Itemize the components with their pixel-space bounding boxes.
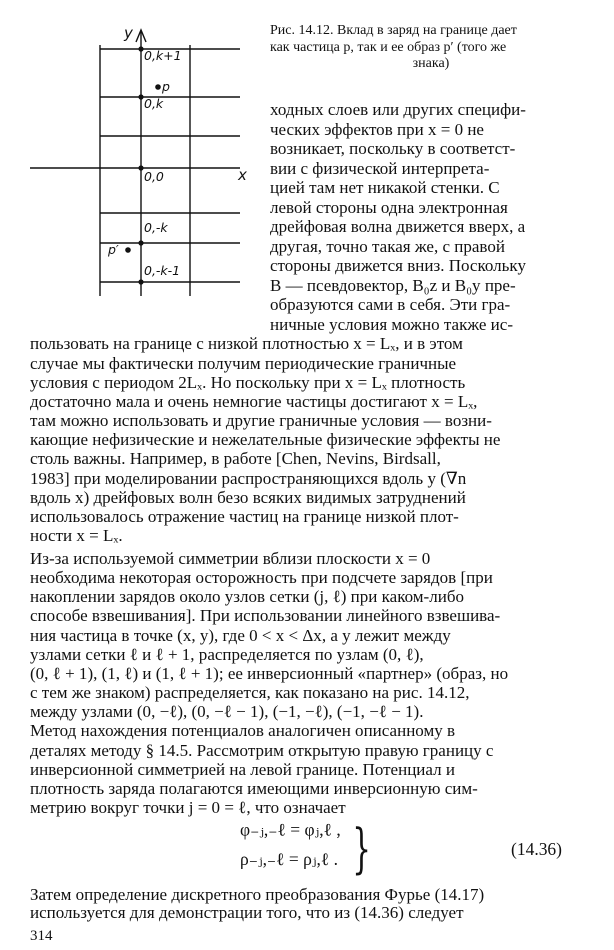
- equation-14-36: [240, 817, 562, 894]
- text-line: там можно использовать и другие граничные условия — возни-: [30, 411, 492, 431]
- image-label: p′: [108, 242, 119, 257]
- text-line: ности x = Lₓ.: [30, 526, 123, 546]
- equation-line: ρ₋ⱼ,₋ℓ = ρⱼ,ℓ .: [240, 850, 338, 870]
- text-line: цией там нет никакой стенки. С: [270, 178, 500, 198]
- particle-image-marker: [125, 247, 131, 253]
- text-line: плотность заряда полагаются имеющими инверсионную сим-: [30, 779, 478, 799]
- text-line: ничные условия можно также ис-: [270, 314, 513, 334]
- text-line: способе взвешивания]. При использовании линейного взвешива-: [30, 606, 501, 626]
- text-line: ходных слоев или других специфи-: [270, 100, 526, 119]
- text-line: ния частица в точке (x, y), где 0 < x < Δx, а y лежит между: [30, 625, 451, 645]
- text-line: ческих эффектов при x = 0 не: [270, 119, 484, 139]
- text-line: Из-за используемой симметрии вблизи плоскости x = 0: [30, 548, 431, 568]
- text-line: B — псевдовектор, B₀z и B₀y пре-: [270, 275, 516, 295]
- node-marker: [138, 165, 143, 170]
- caption-line: знака): [412, 56, 450, 71]
- text-line: используется для демонстрации того, что из (14.36) следует: [30, 903, 464, 923]
- text-line: с тем же знаком) распределяется, как показано на рис. 14.12,: [30, 683, 470, 703]
- text-line: между узлами (0, −ℓ), (0, −ℓ − 1), (−1, −ℓ), (−1, −ℓ − 1).: [30, 702, 424, 722]
- text-line: другая, точно такая же, с правой: [270, 236, 505, 256]
- axis-y-label: y: [124, 24, 133, 42]
- text-line: случае мы фактически получим периодические граничные: [30, 353, 457, 373]
- right-brace-icon: }: [352, 817, 371, 880]
- text-line: дрейфовая волна движется вверх, а: [270, 217, 526, 237]
- equation-line: φ₋ⱼ,₋ℓ = φⱼ,ℓ ,: [240, 820, 341, 841]
- text-line: кающие нефизические и нежелательные физические эффекты не: [30, 430, 501, 450]
- equation-number: (14.36): [511, 840, 562, 860]
- text-line: стороны движется вниз. Поскольку: [270, 256, 526, 276]
- text-line: (0, ℓ + 1), (1, ℓ) и (1, ℓ + 1); ее инверсионный «партнер» (образ, но: [30, 663, 509, 683]
- text-line: достаточно мала и очень немногие частицы достигают x = Lₓ,: [30, 391, 478, 411]
- text-line: левой стороны одна электронная: [270, 197, 508, 217]
- page-number: 314: [30, 928, 53, 945]
- text-line: Затем определение дискретного преобразования Фурье (14.17): [30, 884, 485, 904]
- node-label-minus-k: 0,-k: [144, 220, 168, 235]
- figure-caption: [270, 23, 592, 73]
- text-line: необходима некоторая осторожность при подсчете зарядов [при: [30, 568, 493, 588]
- axis-x-label: x: [238, 166, 247, 184]
- text-line: 1983] при моделировании распространяющихся вдоль y (∇n: [30, 468, 467, 488]
- caption-line: Рис. 14.12. Вклад в заряд на границе дает: [270, 23, 517, 38]
- text-line: условия с периодом 2Lₓ. Но поскольку при x = Lₓ плотность: [30, 372, 466, 392]
- text-line: использовалось отражение частиц на границе низкой плот-: [30, 506, 459, 526]
- text-line: накоплении зарядов около узлов сетки (j, ℓ) при каком-либо: [30, 587, 464, 607]
- caption-line: как частица p, так и ее образ p′ (того же: [270, 39, 507, 55]
- node-label-k: 0,k: [144, 96, 164, 111]
- text-line: столь важны. Например, в работе [Chen, Nevins, Birdsall,: [30, 449, 441, 469]
- text-line: образуются сами в себя. Эти гра-: [270, 295, 511, 315]
- text-line: вии с физической интерпрета-: [270, 158, 490, 178]
- text-line: возникает, поскольку в соответст-: [270, 139, 516, 159]
- figure-14-12: [0, 0, 260, 300]
- node-label-minus-k-minus-1: 0,-k-1: [144, 263, 181, 278]
- node-marker: [138, 240, 143, 245]
- particle-p-marker: [155, 84, 161, 90]
- particle-label: p: [162, 79, 170, 94]
- node-marker: [138, 94, 143, 99]
- text-line: узлами сетки ℓ и ℓ + 1, распределяется по узлам (0, ℓ),: [30, 644, 424, 664]
- node-marker: [138, 46, 143, 51]
- node-label-k-plus-1: 0,k+1: [144, 48, 182, 63]
- text-line: инверсионной симметрией на левой границе. Потенциал и: [30, 759, 455, 779]
- text-line: вдоль x) дрейфовых волн безо всяких видимых затруднений: [30, 487, 466, 507]
- text-line: пользовать на границе с низкой плотностью x = Lₓ, и в этом: [30, 334, 463, 354]
- text-line: метрию вокруг точки j = 0 = ℓ, что означает: [30, 798, 346, 818]
- text-line: Метод нахождения потенциалов аналогичен описанному в: [30, 721, 456, 741]
- node-marker: [138, 279, 143, 284]
- node-label-0: 0,0: [144, 169, 164, 184]
- text-line: деталях методу § 14.5. Рассмотрим открытую правую границу с: [30, 740, 494, 760]
